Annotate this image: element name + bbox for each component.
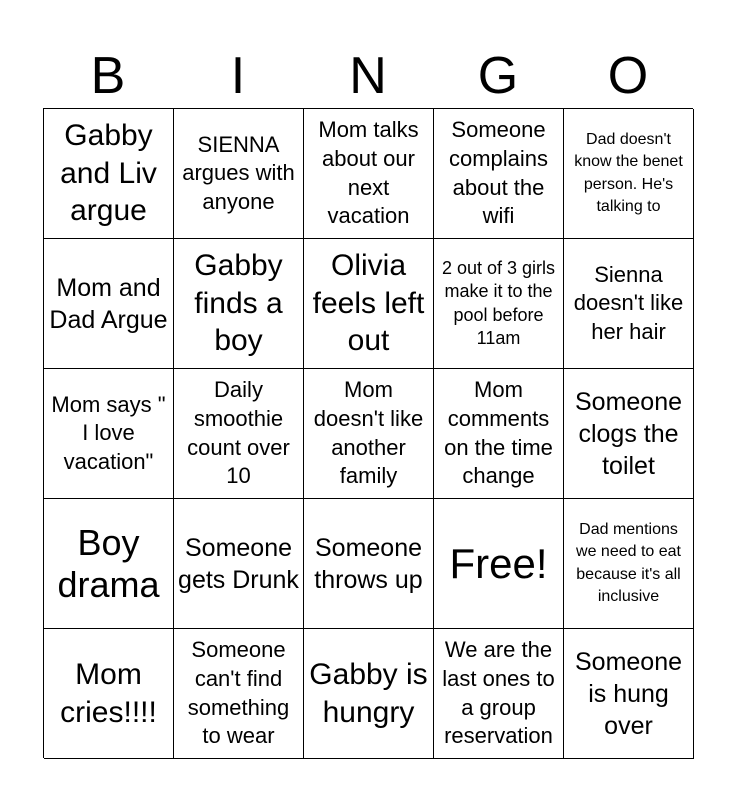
bingo-board <box>43 108 693 758</box>
cell-text: Sienna doesn't like her hair <box>573 261 684 344</box>
cell-text: Free! <box>449 539 548 587</box>
cell-text: Mom cries!!!! <box>60 658 157 729</box>
bingo-cell[interactable] <box>174 629 304 759</box>
bingo-cell[interactable] <box>174 369 304 499</box>
bingo-cell[interactable] <box>304 499 434 629</box>
cell-text: Someone clogs the toilet <box>574 387 683 480</box>
bingo-cell[interactable] <box>174 239 304 369</box>
cell-text: Mom comments on the time change <box>444 377 553 489</box>
cell-text: Gabby is hungry <box>309 658 428 729</box>
bingo-cell[interactable] <box>304 239 434 369</box>
cell-text: Dad doesn't know the benet person. He's talking to <box>574 130 683 215</box>
header-letter-n: N <box>349 47 387 105</box>
cell-text: We are the last ones to a group reservation <box>442 637 555 749</box>
cell-text: Someone complains about the wifi <box>448 117 549 229</box>
cell-text: Boy drama <box>57 522 160 605</box>
cell-text: 2 out of 3 girls make it to the pool before 11am <box>441 257 556 348</box>
bingo-cell[interactable] <box>434 629 564 759</box>
header-letter-i: I <box>230 47 246 105</box>
bingo-cell[interactable] <box>174 109 304 239</box>
header-letter-g: G <box>477 47 519 105</box>
bingo-cell[interactable] <box>304 629 434 759</box>
bingo-cell[interactable] <box>564 499 694 629</box>
header-letter-o: O <box>607 47 649 105</box>
bingo-cell[interactable] <box>304 109 434 239</box>
bingo-cell[interactable] <box>44 499 174 629</box>
cell-text: Someone gets Drunk <box>178 533 299 594</box>
cell-text: Dad mentions we need to eat because it's all inclusive <box>576 520 681 605</box>
bingo-cell[interactable] <box>304 369 434 499</box>
cell-text: Mom talks about our next vacation <box>318 117 419 229</box>
bingo-cell[interactable] <box>564 239 694 369</box>
bingo-cell[interactable] <box>44 629 174 759</box>
cell-text: Mom and Dad Argue <box>49 273 168 334</box>
bingo-cell[interactable] <box>174 499 304 629</box>
cell-text: Mom doesn't like another family <box>313 377 424 489</box>
cell-text: SIENNA argues with anyone <box>182 131 295 214</box>
cell-text: Daily smoothie count over 10 <box>187 377 290 489</box>
cell-text: Gabby and Liv argue <box>60 119 157 228</box>
cell-text: Olivia feels left out <box>312 249 425 358</box>
bingo-cell[interactable] <box>44 369 174 499</box>
bingo-cell[interactable] <box>434 109 564 239</box>
cell-text: Mom says " I love vacation" <box>51 391 166 474</box>
free-space-cell[interactable] <box>434 499 564 629</box>
bingo-cell[interactable] <box>434 369 564 499</box>
bingo-cell[interactable] <box>44 239 174 369</box>
cell-text: Someone is hung over <box>574 647 683 740</box>
bingo-cell[interactable] <box>434 239 564 369</box>
cell-text: Someone can't find something to wear <box>187 637 290 749</box>
bingo-header <box>43 45 693 107</box>
bingo-cell[interactable] <box>564 369 694 499</box>
bingo-cell[interactable] <box>44 109 174 239</box>
header-letter-b: B <box>90 47 126 105</box>
cell-text: Gabby finds a boy <box>194 249 283 358</box>
cell-text: Someone throws up <box>314 533 423 594</box>
bingo-cell[interactable] <box>564 629 694 759</box>
bingo-cell[interactable] <box>564 109 694 239</box>
